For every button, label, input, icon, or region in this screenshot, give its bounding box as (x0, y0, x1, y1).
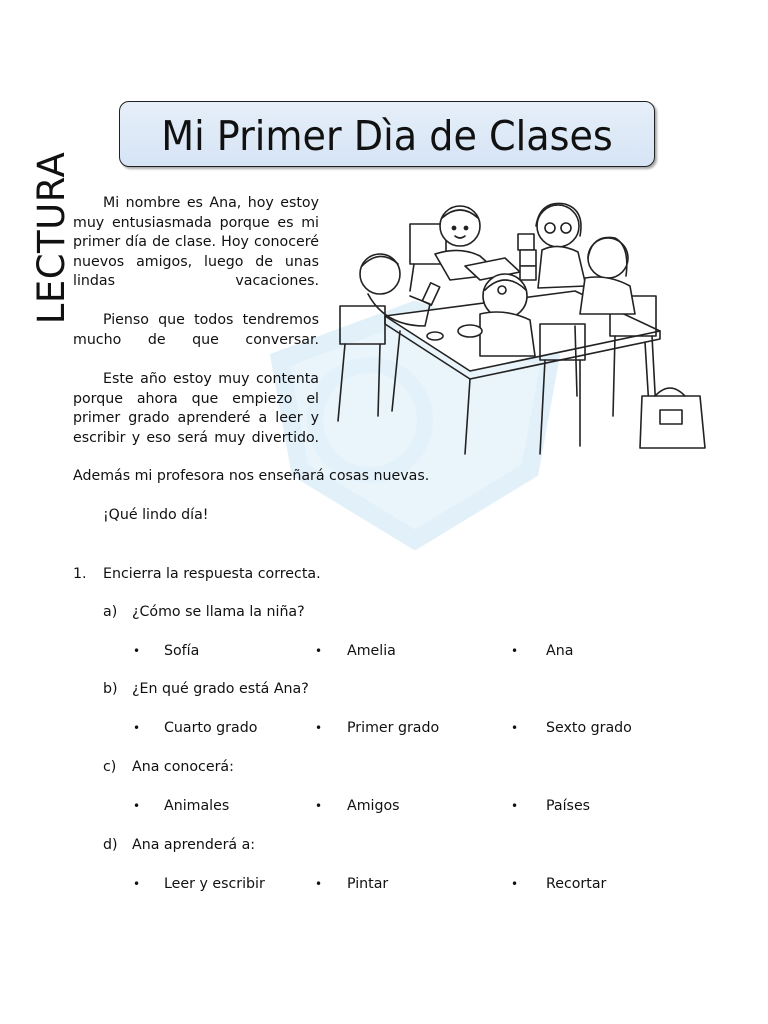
reading-paragraph-5: ¡Qué lindo día! (103, 507, 209, 523)
bullet-marker: • (133, 799, 141, 813)
option-c-2[interactable]: Amigos (347, 798, 400, 814)
reading-paragraph-2: Pienso que todos tendremos mucho de que conversar. (73, 312, 319, 348)
option-c-1[interactable]: Animales (164, 798, 230, 814)
title-box (119, 101, 655, 167)
reading-paragraph-4: Además mi profesora nos enseñará cosas nuevas. (73, 468, 430, 484)
bullet-marker: • (133, 644, 141, 658)
bullet-marker: • (511, 721, 519, 735)
question-text-d: Ana aprenderá a: (132, 837, 256, 853)
option-b-3[interactable]: Sexto grado (546, 720, 632, 736)
bullet-marker: • (315, 644, 323, 658)
reading-paragraph-1: Mi nombre es Ana, hoy estoy muy entusiasmada porque es mi primer día de clase. Hoy conoceré nuevos amigos, luego de unas lindas vacaciones. (73, 195, 319, 289)
page-title: Mi Primer Dìa de Clases (161, 112, 613, 160)
bullet-marker: • (315, 799, 323, 813)
option-d-2[interactable]: Pintar (347, 876, 389, 892)
bullet-marker: • (511, 644, 519, 658)
question-text-a: ¿Cómo se llama la niña? (132, 604, 305, 620)
bullet-marker: • (511, 799, 519, 813)
bullet-marker: • (315, 721, 323, 735)
option-c-3[interactable]: Países (546, 798, 591, 814)
exercise-instruction: Encierra la respuesta correcta. (103, 566, 321, 582)
reading-paragraph-3: Este año estoy muy contenta porque ahora que empiezo el primer grado aprenderé a leer y escribir y eso será muy divertido. (73, 371, 319, 446)
bullet-marker: • (133, 877, 141, 891)
option-b-2[interactable]: Primer grado (347, 720, 440, 736)
option-a-3[interactable]: Ana (546, 643, 574, 659)
bullet-marker: • (133, 721, 141, 735)
question-text-c: Ana conocerá: (132, 759, 234, 775)
children-classroom-illustration (330, 196, 710, 462)
question-text-b: ¿En qué grado está Ana? (132, 681, 309, 697)
bullet-marker: • (511, 877, 519, 891)
question-letter-c: c) (103, 759, 117, 775)
exercise-number: 1. (73, 566, 87, 582)
option-d-3[interactable]: Recortar (546, 876, 607, 892)
question-letter-a: a) (103, 604, 118, 620)
option-d-1[interactable]: Leer y escribir (164, 876, 265, 892)
option-a-1[interactable]: Sofía (164, 643, 200, 659)
bullet-marker: • (315, 877, 323, 891)
option-b-1[interactable]: Cuarto grado (164, 720, 258, 736)
option-a-2[interactable]: Amelia (347, 643, 396, 659)
question-letter-b: b) (103, 681, 118, 697)
question-letter-d: d) (103, 837, 118, 853)
side-label: LECTURA (30, 151, 73, 325)
